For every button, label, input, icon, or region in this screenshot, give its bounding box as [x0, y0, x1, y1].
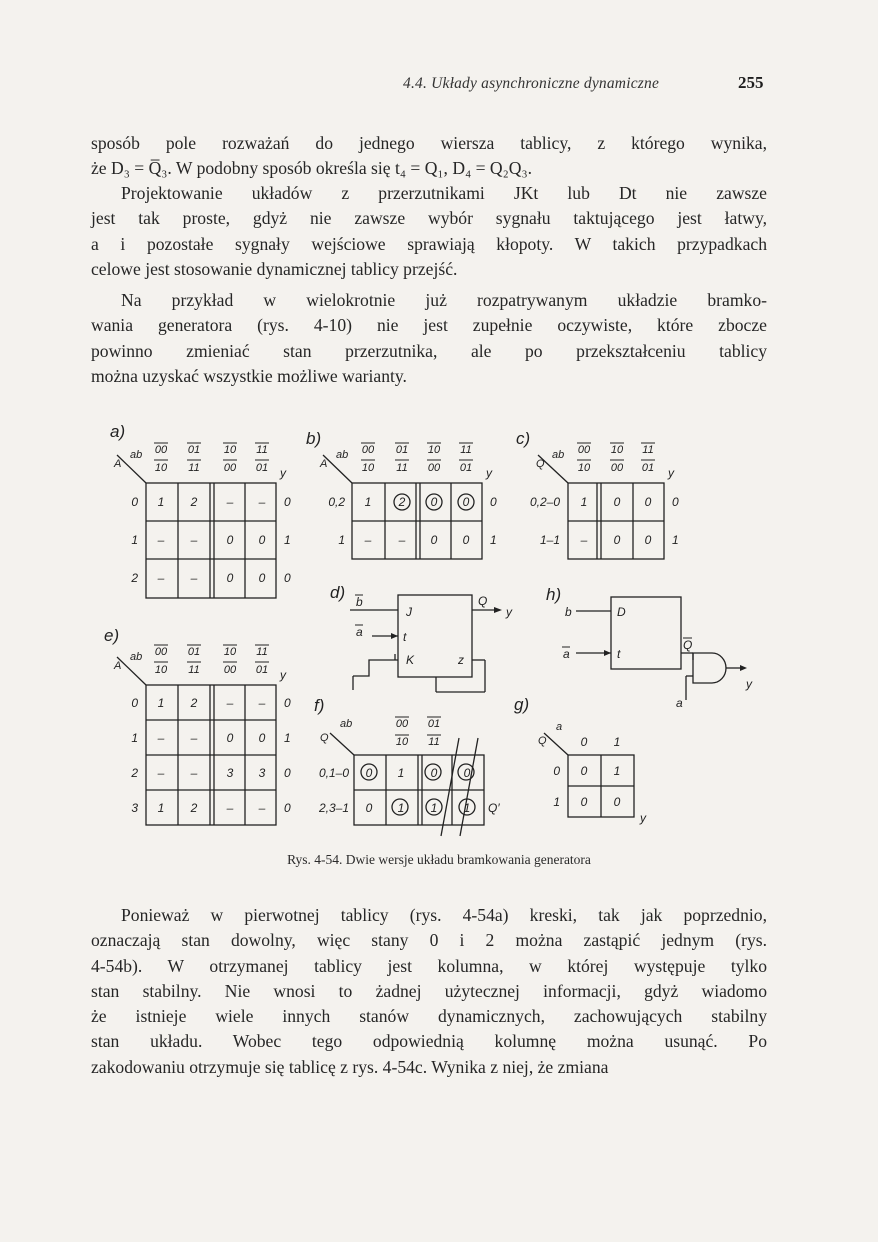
cell-value: 1	[397, 801, 405, 815]
pin-label: K	[406, 653, 415, 667]
column-header: 00	[154, 646, 168, 658]
panel-label: f)	[314, 696, 325, 715]
cell-value: 0	[613, 495, 621, 509]
input-label: a	[356, 625, 363, 639]
cell-value: 2	[190, 801, 198, 815]
corner-label: ab	[130, 651, 143, 663]
cell-value: –	[190, 731, 198, 745]
output-value: 0	[284, 801, 291, 815]
column-header: 01	[641, 462, 655, 474]
output-value: 1	[284, 731, 291, 745]
cell-value: –	[580, 533, 588, 547]
cell-value: 0	[258, 731, 266, 745]
text-line: celowe jest stosowanie dynamicznej tablicy przejść.	[91, 258, 458, 279]
cell-value: 0	[365, 766, 373, 780]
cell-value: 1	[463, 801, 471, 815]
column-header: 01	[395, 444, 409, 456]
cell-value: –	[258, 801, 266, 815]
cell-value: 0	[644, 495, 652, 509]
figure-caption: Rys. 4-54. Dwie wersje układu bramkowania generatora	[287, 852, 591, 867]
cell-value: 0	[258, 533, 266, 547]
state-label: 0	[131, 495, 138, 509]
output-value: 1	[284, 533, 291, 547]
cell-value: 0	[613, 533, 621, 547]
output-value: 0	[490, 495, 497, 509]
input-label: a	[563, 647, 570, 661]
column-header: 11	[188, 664, 200, 676]
cell-value: 0	[463, 766, 471, 780]
cell-value: 3	[226, 766, 234, 780]
column-header: 11	[396, 462, 408, 474]
cell-value: –	[157, 731, 165, 745]
cell-value: 0	[365, 801, 373, 815]
state-label: 2	[131, 571, 138, 585]
panel-label: c)	[516, 429, 531, 448]
column-header: 01	[187, 646, 201, 658]
cell-value: 0	[258, 571, 266, 585]
output-value: 0	[672, 495, 679, 509]
cell-value: 0	[430, 533, 438, 547]
cell-value: 0	[430, 495, 438, 509]
pin-label: t	[617, 647, 621, 661]
column-header: 11	[256, 444, 268, 456]
column-header: 00	[610, 462, 624, 474]
column-header: 00	[395, 718, 409, 730]
cell-value: 2	[398, 495, 406, 509]
column-header: 01	[187, 444, 201, 456]
cell-value: 0	[462, 533, 470, 547]
running-head: 4.4. Układy asynchroniczne dynamiczne	[403, 75, 660, 92]
output-value: 0	[284, 495, 291, 509]
cell-value: –	[190, 571, 198, 585]
panel-label: a)	[110, 422, 126, 441]
cell-value: 1	[157, 495, 165, 509]
corner-label: ab	[552, 449, 565, 461]
output-value: 1	[672, 533, 679, 547]
pin-label: J	[406, 605, 412, 619]
state-label: 0,1–0	[318, 766, 349, 780]
state-label: 0	[131, 696, 138, 710]
column-header: 1	[613, 735, 621, 749]
column-header: 11	[256, 646, 268, 658]
output-value: 0	[284, 696, 291, 710]
corner-label: Q	[538, 735, 547, 747]
output-label: Q	[478, 594, 488, 608]
text-line: 4-54b). W otrzymanej tablicy jest kolumna, w której występuje tylko	[91, 955, 767, 976]
cell-value: 3	[258, 766, 266, 780]
state-label: 0,2–0	[529, 495, 560, 509]
cell-value: 1	[364, 495, 372, 509]
output-value: 1	[490, 533, 497, 547]
output-header: y	[280, 466, 286, 480]
column-header: 10	[577, 462, 591, 474]
cell-value: 1	[157, 696, 165, 710]
paragraph-4	[91, 903, 767, 1080]
corner-label: A	[114, 458, 122, 470]
column-header: 10	[154, 664, 168, 676]
panel-label: d)	[330, 583, 346, 602]
text-line: można uzyskać wszystkie możliwe warianty.	[91, 365, 407, 386]
pin-label: D	[617, 605, 626, 619]
cell-value: –	[398, 533, 406, 547]
column-header: 10	[427, 444, 441, 456]
cell-value: –	[258, 495, 266, 509]
cell-value: –	[258, 696, 266, 710]
column-header: 10	[154, 462, 168, 474]
pin-label: t	[403, 630, 407, 644]
text-line: stan stabilny. Nie wnosi to żadnej użytecznej informacji, gdyż wiadomo	[91, 980, 767, 1001]
cell-value: –	[226, 696, 234, 710]
state-label: 2,3–1	[318, 801, 349, 815]
cell-value: –	[364, 533, 372, 547]
column-header: 11	[428, 736, 440, 748]
pin-label: z	[458, 653, 464, 667]
corner-label: Q	[320, 732, 329, 744]
state-label: 1	[338, 533, 345, 547]
page-number: 255	[738, 73, 764, 92]
column-header: 11	[460, 444, 472, 456]
cell-value: 1	[157, 801, 165, 815]
state-label: 1	[553, 795, 560, 809]
column-header: 00	[427, 462, 441, 474]
corner-label: ab	[336, 449, 349, 461]
cell-value: 0	[462, 495, 470, 509]
column-header: 10	[610, 444, 624, 456]
panel-label: b)	[306, 429, 322, 448]
text-line: Na przykład w wielokrotnie już rozpatrywanym układzie bramko-	[121, 290, 767, 310]
cell-value: 0	[430, 766, 438, 780]
cell-value: 1	[430, 801, 438, 815]
column-header: 0	[580, 735, 588, 749]
column-header: 00	[223, 462, 237, 474]
text-line: zakodowaniu otrzymuje się tablicę z rys. 4-54c. Wynika z niej, że zmiana	[91, 1056, 609, 1077]
state-label: 0,2	[328, 495, 345, 509]
corner-label: A	[320, 458, 328, 470]
text-line: Ponieważ w pierwotnej tablicy (rys. 4-54a) kreski, tak jak poprzednio,	[121, 905, 767, 925]
cell-value: 0	[226, 731, 234, 745]
input-label: b	[356, 595, 363, 609]
cell-value: 0	[580, 764, 588, 778]
output-header: Q′	[488, 801, 500, 815]
cell-value: 2	[190, 495, 198, 509]
state-label: 1–1	[539, 533, 560, 547]
panel-label: h)	[546, 585, 562, 604]
column-header: 01	[255, 664, 269, 676]
corner-label: ab	[340, 718, 353, 730]
output-header: y	[640, 811, 646, 825]
output-label: y	[746, 677, 752, 691]
output-label: y	[506, 605, 512, 619]
text-line: wania generatora (rys. 4-10) nie jest zupełnie oczywiste, które zbocze	[91, 315, 767, 336]
cell-value: –	[157, 571, 165, 585]
corner-label: ab	[130, 449, 143, 461]
column-header: 10	[361, 462, 375, 474]
state-label: 1	[131, 533, 138, 547]
text-line: a i pozostałe sygnały wejściowe sprawiają kłopoty. W takich przypadkach	[91, 233, 767, 254]
output-label: Q	[683, 638, 693, 652]
cell-value: 1	[580, 495, 588, 509]
cell-value: 0	[644, 533, 652, 547]
output-header: y	[668, 466, 674, 480]
cell-value: 1	[397, 766, 405, 780]
cell-value: –	[190, 533, 198, 547]
column-header: 11	[642, 444, 654, 456]
state-label: 0	[553, 764, 560, 778]
column-header: 11	[188, 462, 200, 474]
corner-label: A	[114, 660, 122, 672]
cell-value: –	[157, 533, 165, 547]
cell-value: 1	[613, 764, 621, 778]
state-label: 2	[131, 766, 138, 780]
cell-value: 0	[580, 795, 588, 809]
column-header: 00	[577, 444, 591, 456]
panel-label: g)	[514, 695, 530, 714]
text-line: jest tak proste, gdyż nie zawsze wybór sygnału taktującego jest łatwy,	[91, 208, 767, 229]
output-value: 0	[284, 766, 291, 780]
cell-value: –	[226, 495, 234, 509]
column-header: 01	[427, 718, 441, 730]
output-header: y	[486, 466, 492, 480]
state-label: 3	[131, 801, 138, 815]
text-line: Projektowanie układów z przerzutnikami JKt lub Dt nie zawsze	[121, 183, 767, 203]
cell-value: –	[226, 801, 234, 815]
output-value: 0	[284, 571, 291, 585]
column-header: 01	[255, 462, 269, 474]
corner-label: a	[556, 721, 563, 733]
column-header: 00	[154, 444, 168, 456]
text-line: oznaczają stan dowolny, więc stany 0 i 2 można zastąpić jednym (rys.	[91, 930, 767, 951]
table-f-grid	[330, 733, 484, 836]
diagram-d	[350, 595, 496, 692]
cell-value: 0	[226, 533, 234, 547]
text-line: powinno zmieniać stan przerzutnika, ale po przekształceniu tablicy	[91, 340, 767, 361]
column-header: 01	[459, 462, 473, 474]
text-line: że istnieje wiele innych stanów dynamicznych, zachowujących stabilny	[91, 1006, 767, 1027]
column-header: 00	[361, 444, 375, 456]
corner-label: Q	[536, 458, 545, 470]
diagram-h	[576, 597, 741, 700]
column-header: 10	[223, 646, 237, 658]
text-line: że D₃ = Q̅₃. W podobny sposób określa się t₄ = Q₁, D₄ = Q₂Q₃.	[91, 158, 532, 179]
cell-value: 0	[613, 795, 621, 809]
text-line: sposób pole rozważań do jednego wiersza tablicy, z którego wynika,	[91, 133, 767, 153]
input-label: a	[676, 696, 683, 710]
column-header: 10	[395, 736, 409, 748]
column-header: 00	[223, 664, 237, 676]
state-label: 1	[131, 731, 138, 745]
cell-value: 2	[190, 696, 198, 710]
cell-value: –	[190, 766, 198, 780]
input-label: b	[565, 605, 572, 619]
cell-value: 0	[226, 571, 234, 585]
column-header: 10	[223, 444, 237, 456]
panel-label: e)	[104, 626, 120, 645]
text-line: stan układu. Wobec tego odpowiednią kolumnę można usunąć. Po	[91, 1031, 767, 1052]
output-header: y	[280, 668, 286, 682]
cell-value: –	[157, 766, 165, 780]
